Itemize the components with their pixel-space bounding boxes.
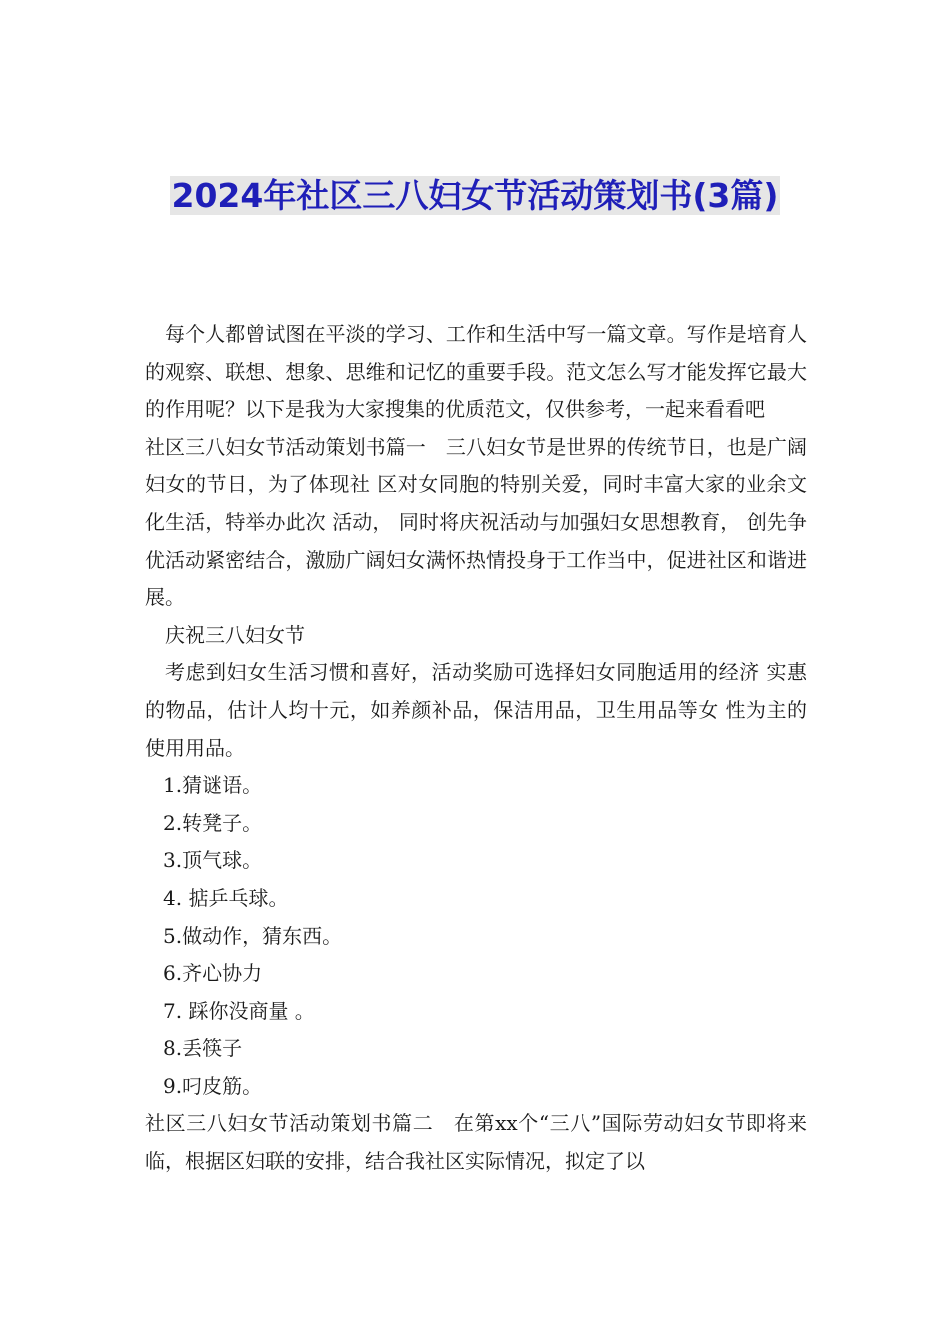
- list-item: 2.转凳子。: [163, 810, 263, 835]
- list-item: 3.顶气球。: [163, 848, 263, 873]
- list-item: 1.猜谜语。: [163, 773, 263, 798]
- list-item: 5.做动作，猜东西。: [163, 923, 343, 948]
- section-one-paragraph: 社区三八妇女节活动策划书篇一 三八妇女节是世界的传统节日，也是广阔妇女的节日，为了体现社 区对女同胞的特别关爱，同时丰富大家的业余文化生活，特举办此次 活动， 同时将庆祝活动与加强妇女思想教育， 创先争优活动紧密结合，激励广阔妇女满怀热情投身于工作当中，促进社区和谐进展。: [145, 434, 807, 610]
- document-title: 2024年社区三八妇女节活动策划书(3篇): [171, 176, 779, 215]
- prizes-paragraph: 考虑到妇女生活习惯和喜好，活动奖励可选择妇女同胞适用的经济 实惠的物品，估计人均十元，如养颜补品，保洁用品，卫生用品等女 性为主的使用用品。: [145, 660, 807, 760]
- document-body: [145, 316, 807, 1181]
- list-item: 9.叼皮筋。: [163, 1073, 263, 1098]
- section-two-paragraph: 社区三八妇女节活动策划书篇二 在第xx个“三八”国际劳动妇女节即将来临，根据区妇联的安排，结合我社区实际情况，拟定了以: [145, 1111, 807, 1174]
- intro-paragraph: 每个人都曾试图在平淡的学习、工作和生活中写一篇文章。写作是培育人的观察、联想、想象、思维和记忆的重要手段。范文怎么写才能发挥它最大的作用呢？以下是我为大家搜集的优质范文，仅供参考，一起来看看吧: [145, 322, 807, 422]
- list-item: 6.齐心协力: [163, 961, 263, 986]
- title-block: [145, 170, 805, 222]
- list-item: 4. 掂乒乓球。: [163, 885, 289, 910]
- section-heading: 庆祝三八妇女节: [165, 622, 305, 647]
- activity-list: [145, 767, 807, 1105]
- list-item: 8.丢筷子: [163, 1036, 243, 1061]
- list-item: 7. 踩你没商量 。: [163, 998, 315, 1023]
